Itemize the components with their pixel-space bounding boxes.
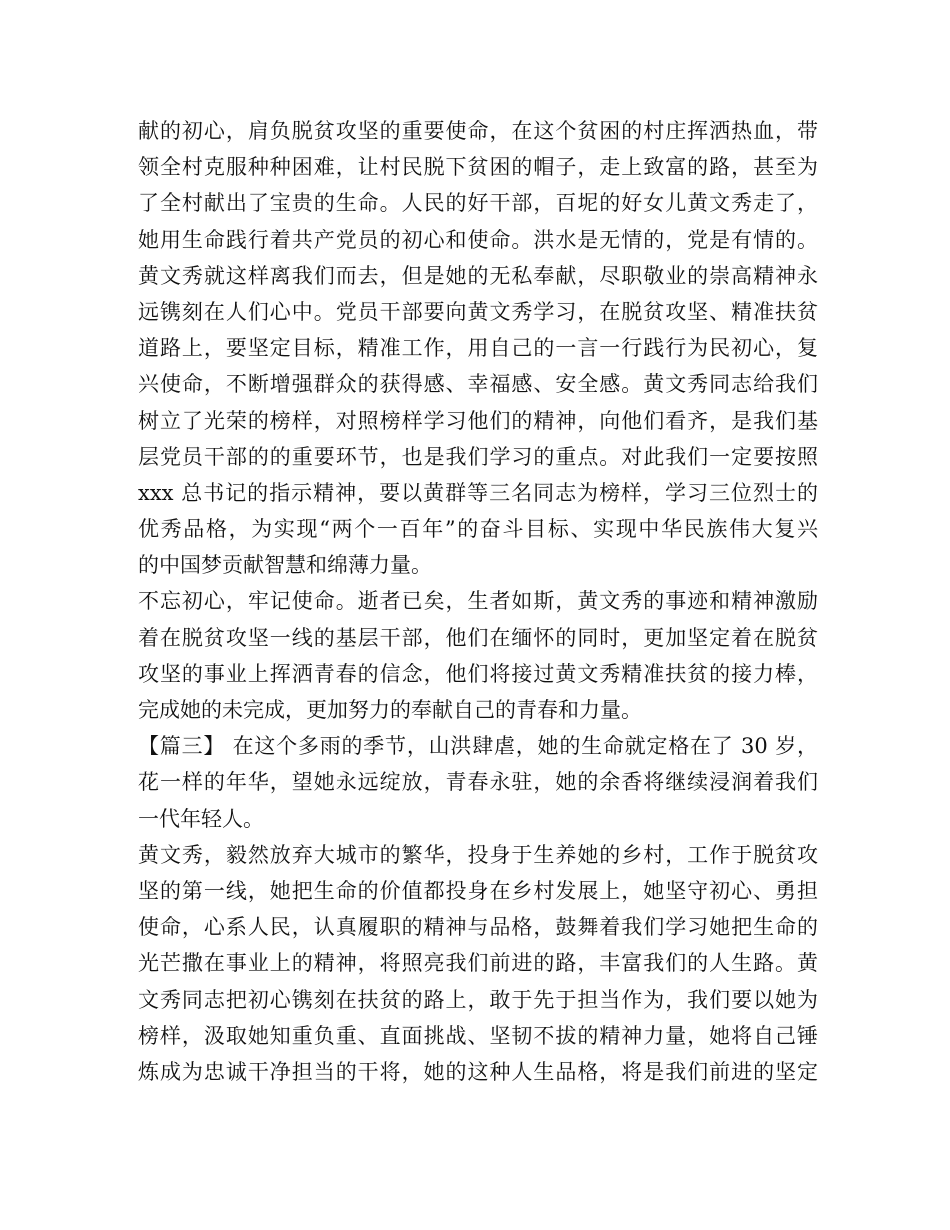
text-line: 黄文秀，毅然放弃大城市的繁华，投身于生养她的乡村，工作于脱贫攻 (138, 842, 818, 867)
text-line: 完成她的未完成，更加努力的奉献自己的青春和力量。 (138, 698, 642, 722)
text-line: 献的初心，肩负脱贫攻坚的重要使命，在这个贫困的村庄挥洒热血，带 (138, 119, 818, 143)
text-line: 的中国梦贡献智慧和绵薄力量。 (138, 553, 432, 578)
text-line: 坚的第一线，她把生命的价值都投身在乡村发展上，她坚守初心、勇担 (138, 878, 818, 903)
text-line: 着在脱贫攻坚一线的基层干部，他们在缅怀的同时，更加坚定着在脱贫 (138, 625, 818, 650)
text-line: 远镌刻在人们心中。党员干部要向黄文秀学习，在脱贫攻坚、精准扶贫 (138, 299, 818, 324)
text-line: 树立了光荣的榜样，对照榜样学习他们的精神，向他们看齐，是我们基 (138, 408, 818, 433)
text-line: 领全村克服种种困难，让村民脱下贫困的帽子，走上致富的路，甚至为 (138, 155, 818, 180)
text-line: 一代年轻人。 (138, 806, 264, 831)
document-body-text (138, 113, 818, 1090)
text-line: 她用生命践行着共产党员的初心和使命。洪水是无情的，党是有情的。 (138, 227, 818, 252)
text-line: 道路上，要坚定目标，精准工作，用自己的一言一行践行为民初心，复 (138, 336, 818, 361)
text-line: 攻坚的事业上挥洒青春的信念，他们将接过黄文秀精准扶贫的接力棒， (138, 661, 818, 686)
text-line: 使命，心系人民，认真履职的精神与品格，鼓舞着我们学习她把生命的 (138, 915, 818, 940)
text-line: 文秀同志把初心镌刻在扶贫的路上，敢于先于担当作为，我们要以她为 (138, 987, 818, 1012)
text-line: 炼成为忠诚干净担当的干将，她的这种人生品格，将是我们前进的坚定 (138, 1059, 818, 1084)
text-line: 优秀品格，为实现“两个一百年”的奋斗目标、实现中华民族伟大复兴 (138, 517, 818, 542)
text-line: 花一样的年华，望她永远绽放，青春永驻，她的余香将继续浸润着我们 (138, 770, 818, 795)
text-line: 黄文秀就这样离我们而去，但是她的无私奉献，尽职敬业的崇高精神永 (138, 263, 818, 288)
text-line: 光芒撒在事业上的精神，将照亮我们前进的路，丰富我们的人生路。黄 (138, 951, 818, 976)
text-line: 层党员干部的的重要环节，也是我们学习的重点。对此我们一定要按照 (138, 444, 818, 469)
text-line: 了全村献出了宝贵的生命。人民的好干部，百坭的好女儿黄文秀走了， (138, 191, 818, 216)
section-heading-line: 【篇三】 在这个多雨的季节，山洪肆虐，她的生命就定格在了 30 岁， (138, 734, 818, 759)
text-line: 不忘初心，牢记使命。逝者已矣，生者如斯，黄文秀的事迹和精神激励 (138, 589, 818, 614)
text-line: 榜样，汲取她知重负重、直面挑战、坚韧不拔的精神力量，她将自己锤 (138, 1023, 818, 1048)
text-line: xxx 总书记的指示精神，要以黄群等三名同志为榜样，学习三位烈士的 (138, 480, 818, 505)
text-line: 兴使命，不断增强群众的获得感、幸福感、安全感。黄文秀同志给我们 (138, 372, 818, 397)
